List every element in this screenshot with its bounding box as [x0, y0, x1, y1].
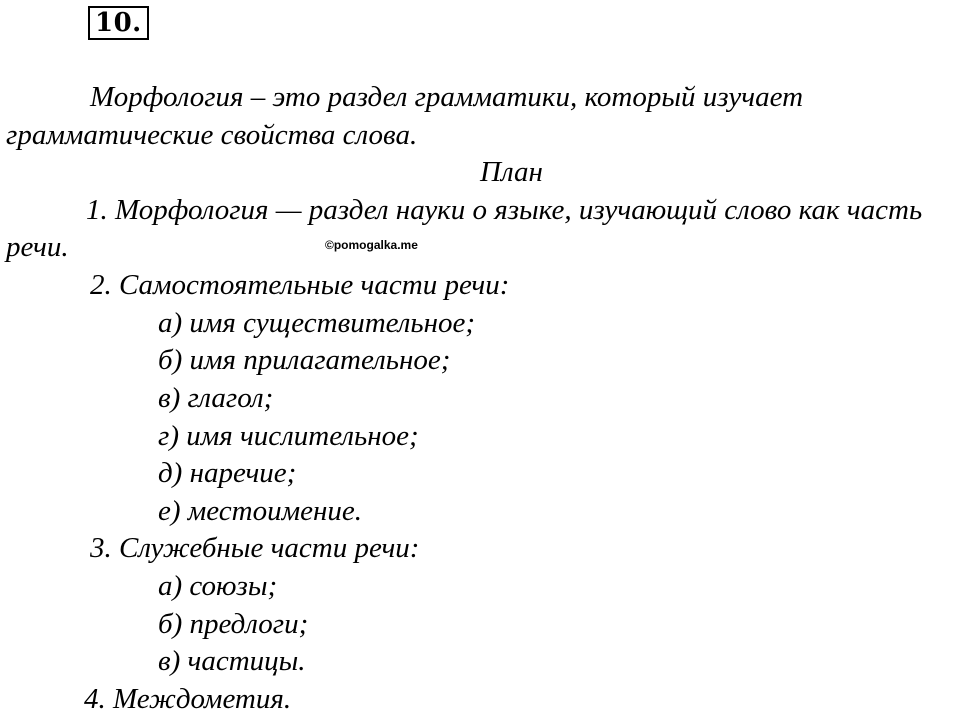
plan-item-2-title: 2. Самостоятельные части речи: — [90, 269, 510, 301]
plan-item-2-subitem: е) местоимение. — [158, 495, 362, 527]
plan-title: План — [480, 156, 543, 188]
definition-line-1: Морфология – это раздел грамматики, который изучает — [90, 81, 804, 113]
plan-item-2-subitem: г) имя числительное; — [158, 420, 419, 452]
plan-item-3-subitem: а) союзы; — [158, 570, 278, 602]
plan-item-3-subitem: б) предлоги; — [158, 608, 309, 640]
plan-item-1-line-1: 1. Морфология — раздел науки о языке, изучающий слово как часть — [86, 194, 923, 226]
plan-item-2-subitem: б) имя прилагательное; — [158, 344, 451, 376]
watermark: ©pomogalka.me — [325, 238, 418, 252]
plan-item-3-subitem: в) частицы. — [158, 645, 306, 677]
plan-item-3-title: 3. Служебные части речи: — [90, 532, 420, 564]
plan-item-2-subitem: в) глагол; — [158, 382, 274, 414]
plan-item-1-line-2: речи. — [6, 231, 69, 263]
plan-item-2-subitem: а) имя существительное; — [158, 307, 476, 339]
plan-item-4: 4. Междометия. — [84, 683, 292, 715]
task-number-box: 10. — [88, 6, 149, 40]
plan-item-2-subitem: д) наречие; — [158, 457, 297, 489]
definition-line-2: грамматические свойства слова. — [6, 119, 418, 151]
